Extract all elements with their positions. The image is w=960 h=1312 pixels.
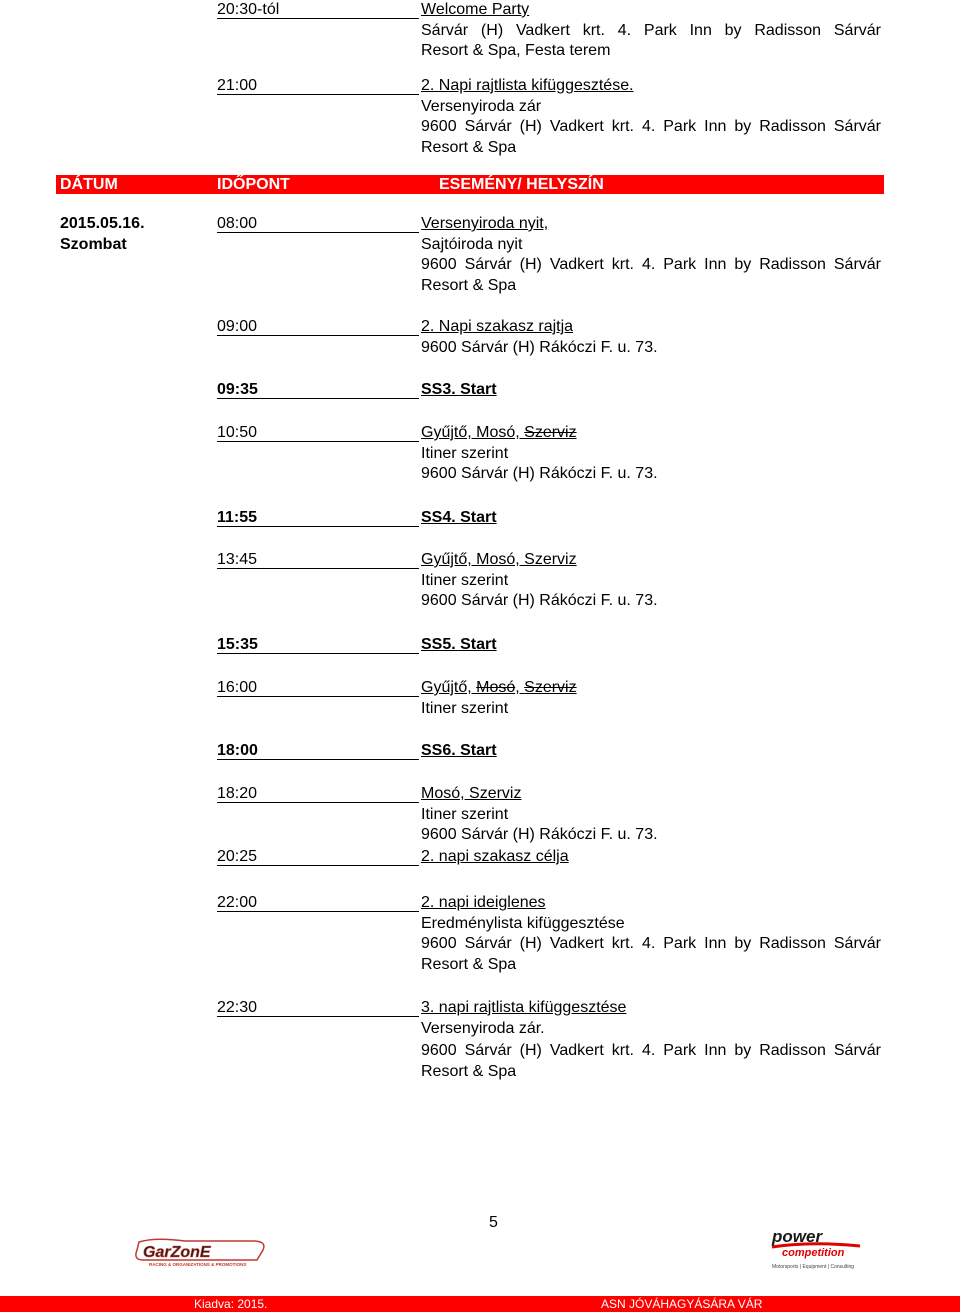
header-time: IDŐPONT [217, 176, 290, 193]
event-line: 2. Napi rajtlista kifüggesztése. [421, 77, 634, 94]
time-09-35: 09:35 [217, 380, 419, 399]
event-line: 2. napi szakasz célja [421, 848, 569, 865]
header-date: DÁTUM [60, 176, 118, 193]
event-line: Versenyiroda zár. [421, 1019, 545, 1037]
event-line: Versenyiroda nyit, [421, 215, 549, 232]
page-number: 5 [489, 1214, 498, 1231]
event-moso-szerviz [421, 784, 658, 846]
event-line: Resort & Spa [421, 1062, 517, 1080]
power-word: power [772, 1227, 823, 1246]
event-line: 9600 Sárvár (H) Vadkert krt. 4. Park Inn by Radisson Sárvár [421, 1042, 881, 1059]
event-line: Resort & Spa [421, 955, 517, 973]
event-gyujto-2 [421, 550, 658, 612]
event-text: Gyűjtő, Mosó, [421, 424, 525, 441]
event-line: Eredménylista kifüggesztése [421, 914, 625, 932]
time-20-30: 20:30-tól [217, 0, 419, 19]
event-text: Gyűjtő, [421, 679, 477, 696]
event-line: Itiner szerint [421, 444, 509, 462]
event-line: 9600 Sárvár (H) Vadkert krt. 4. Park Inn by Radisson Sárvár [421, 118, 881, 135]
day-weekday: Szombat [60, 236, 127, 253]
header-event: ESEMÉNY/ HELYSZÍN [439, 176, 604, 193]
event-gyujto-3 [421, 678, 577, 719]
event-line: Resort & Spa [421, 138, 517, 156]
event-welcome-party [421, 0, 881, 62]
time-22-30: 22:30 [217, 998, 419, 1017]
footer-issued: Kiadva: 2015. [194, 1297, 268, 1311]
time-22-00: 22:00 [217, 893, 419, 912]
event-line: Itiner szerint [421, 571, 509, 589]
event-line [421, 423, 658, 444]
event-text: , [515, 679, 525, 696]
event-ss3 [421, 380, 497, 401]
event-szakasz-cel [421, 847, 569, 868]
table-header [56, 175, 884, 194]
event-gyujto-1 [421, 423, 658, 485]
struck-text: Szerviz [524, 679, 577, 696]
power-tagline: Motorsports | Equipment | Consulting [772, 1264, 855, 1270]
event-line: 3. napi rajtlista kifüggesztése [421, 999, 627, 1016]
garzone-logo [135, 1238, 270, 1268]
event-ss5 [421, 635, 497, 656]
event-eredmenylista [421, 893, 881, 975]
time-15-35: 15:35 [217, 635, 419, 654]
power-competition-logo [770, 1226, 862, 1272]
event-line: SS5. Start [421, 636, 497, 653]
event-line: 9600 Sárvár (H) Rákóczi F. u. 73. [421, 465, 658, 482]
event-line: Sárvár (H) Vadkert krt. 4. Park Inn by Radisson Sárvár [421, 21, 881, 39]
event-ss4 [421, 508, 497, 529]
time-18-20: 18:20 [217, 784, 419, 803]
event-iroda-nyit [421, 214, 881, 296]
garzone-tagline: RACING & ORGANIZATIONS & PROMOTIONS [149, 1262, 247, 1267]
event-line: Resort & Spa, Festa terem [421, 42, 611, 59]
struck-text: Szerviz [524, 424, 577, 441]
time-11-55: 11:55 [217, 508, 419, 527]
event-line: 9600 Sárvár (H) Rákóczi F. u. 73. [421, 592, 658, 609]
time-20-25: 20:25 [217, 847, 419, 866]
time-10-50: 10:50 [217, 423, 419, 442]
time-16-00: 16:00 [217, 678, 419, 697]
event-line: Itiner szerint [421, 805, 509, 823]
event-line: 9600 Sárvár (H) Rákóczi F. u. 73. [421, 826, 658, 843]
competition-word: competition [782, 1247, 845, 1259]
time-21-00: 21:00 [217, 76, 419, 95]
time-13-45: 13:45 [217, 550, 419, 569]
event-line: Mosó, Szerviz [421, 785, 522, 802]
event-line: Gyűjtő, Mosó, Szerviz [421, 551, 577, 568]
struck-text: Mosó [476, 679, 516, 696]
time-08-00: 08:00 [217, 214, 419, 233]
time-18-00: 18:00 [217, 741, 419, 760]
event-line [421, 678, 577, 699]
event-line: Welcome Party [421, 1, 530, 18]
event-line: Itiner szerint [421, 699, 509, 717]
event-szakasz-rajt [421, 317, 658, 358]
event-line: 2. napi ideiglenes [421, 894, 546, 911]
event-line: SS4. Start [421, 509, 497, 526]
event-line: Sajtóiroda nyit [421, 235, 523, 253]
event-line: 9600 Sárvár (H) Rákóczi F. u. 73. [421, 338, 658, 356]
event-line: SS3. Start [421, 381, 497, 398]
garzone-wordmark: GarZonE [143, 1244, 211, 1261]
event-ss6 [421, 741, 497, 762]
event-line: 2. Napi szakasz rajtja [421, 318, 574, 335]
time-09-00: 09:00 [217, 317, 419, 336]
event-line: 9600 Sárvár (H) Vadkert krt. 4. Park Inn by Radisson Sárvár [421, 256, 881, 273]
event-line: Resort & Spa [421, 276, 517, 294]
day-date: 2015.05.16. [60, 215, 145, 232]
event-rajtlista-3 [421, 998, 881, 1082]
event-line: SS6. Start [421, 742, 497, 759]
footer-bar [0, 1296, 960, 1312]
event-line: 9600 Sárvár (H) Vadkert krt. 4. Park Inn by Radisson Sárvár [421, 935, 881, 952]
event-versenyiroda-zar [421, 76, 881, 158]
footer-approval: ASN JÓVÁHAGYÁSÁRA VÁR [601, 1297, 763, 1311]
event-line: Versenyiroda zár [421, 97, 542, 115]
